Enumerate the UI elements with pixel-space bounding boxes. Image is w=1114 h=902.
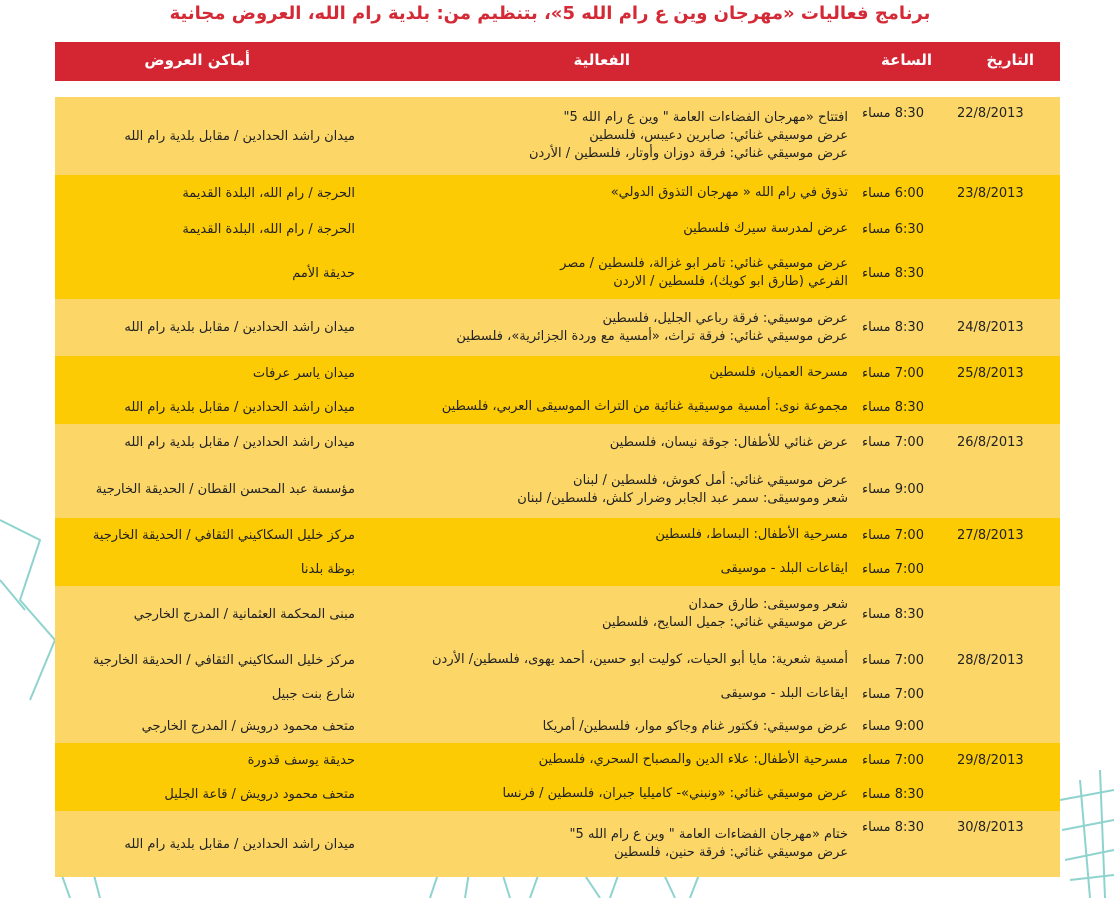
event-venue: ميدان ياسر عرفات xyxy=(252,365,355,381)
table-body xyxy=(55,97,1060,877)
event-description xyxy=(418,461,848,518)
event-venue: ميدان راشد الحدادين / مقابل بلدية رام الله xyxy=(124,128,355,144)
date-group xyxy=(55,299,1060,356)
table-row xyxy=(55,743,1060,777)
event-venue: ميدان راشد الحدادين / مقابل بلدية رام الله xyxy=(124,836,355,852)
event-venue: ميدان راشد الحدادين / مقابل بلدية رام الله xyxy=(124,320,355,335)
event-description xyxy=(418,552,848,586)
event-time: 7:00 مساء xyxy=(862,435,924,450)
event-date: 23/8/2013 xyxy=(957,185,1024,201)
table-row xyxy=(55,299,1060,356)
table-row xyxy=(55,247,1060,299)
table-row xyxy=(55,552,1060,586)
event-line: مجموعة نوى: أمسية موسيقية غنائية من التراث الموسيقى العربي، فلسطين xyxy=(441,399,848,414)
event-date: 25/8/2013 xyxy=(957,365,1024,381)
event-line: مسرحية الأطفال: علاء الدين والمصباح السحري، فلسطين xyxy=(538,752,848,767)
event-venue: مؤسسة عبد المحسن القطان / الحديقة الخارجية xyxy=(95,482,355,497)
table-row xyxy=(55,811,1060,877)
event-line: عرض موسيقي غنائي: جميل السايح، فلسطين xyxy=(602,615,848,630)
date-group xyxy=(55,175,1060,299)
table-row xyxy=(55,518,1060,552)
event-date xyxy=(957,390,1047,424)
event-description xyxy=(418,743,848,777)
date-group xyxy=(55,518,1060,586)
event-date: 22/8/2013 xyxy=(957,106,1024,121)
header-venue: أماكن العروض xyxy=(144,51,250,69)
event-line: تذوق في رام الله « مهرجان التذوق الدولي» xyxy=(610,185,848,200)
table-row xyxy=(55,211,1060,247)
event-venue: متحف محمود درويش / المدرج الخارجي xyxy=(141,719,355,734)
event-line: ايقاعات البلد - موسيقى xyxy=(720,686,848,701)
event-date: 30/8/2013 xyxy=(957,820,1024,835)
event-line: افتتاح «مهرجان الفضاءات العامة " وين ع رام الله 5" xyxy=(563,110,848,125)
event-line: عرض موسيقي غنائي: صابرين دعيبس، فلسطين xyxy=(589,128,848,143)
event-date xyxy=(957,777,1047,811)
event-line: أمسية شعرية: مايا أبو الحيات، كوليت ابو حسين، أحمد يهوى، فلسطين/ الأردن xyxy=(431,652,848,667)
table-row xyxy=(55,710,1060,743)
page-title: برنامج فعاليات «مهرجان وين ع رام الله 5»، بتنظيم من: بلدية رام الله، العروض مجانية xyxy=(169,3,931,24)
event-time: 8:30 مساء xyxy=(862,786,924,802)
event-venue: الحرجة / رام الله، البلدة القديمة xyxy=(182,185,355,201)
event-description xyxy=(418,424,848,461)
event-venue: مبنى المحكمة العثمانية / المدرج الخارجي xyxy=(133,606,355,622)
table-row xyxy=(55,777,1060,811)
table-row xyxy=(55,461,1060,518)
date-group xyxy=(55,586,1060,743)
date-group xyxy=(55,424,1060,518)
event-line: عرض موسيقي غنائي: فرقة حنين، فلسطين xyxy=(614,845,848,860)
event-date: 24/8/2013 xyxy=(957,320,1024,335)
event-time: 8:30 مساء xyxy=(862,399,924,415)
event-time: 8:30 مساء xyxy=(862,106,924,121)
event-date xyxy=(957,678,1047,710)
event-time: 9:00 مساء xyxy=(862,482,924,497)
event-date: 29/8/2013 xyxy=(957,752,1024,768)
event-line: ختام «مهرجان الفضاءات العامة " وين ع رام الله 5" xyxy=(569,827,848,842)
event-venue: ميدان راشد الحدادين / مقابل بلدية رام الله xyxy=(124,399,355,415)
event-description xyxy=(418,710,848,743)
event-description xyxy=(418,390,848,424)
table-row xyxy=(55,356,1060,390)
table-row xyxy=(55,586,1060,642)
event-description xyxy=(418,356,848,390)
event-description xyxy=(418,299,848,356)
event-venue: حديقة يوسف قدورة xyxy=(247,752,355,768)
event-description xyxy=(418,211,848,247)
event-date: 28/8/2013 xyxy=(957,652,1024,668)
event-time: 7:00 مساء xyxy=(862,561,924,577)
event-description xyxy=(418,811,848,877)
date-group xyxy=(55,356,1060,424)
event-description xyxy=(418,518,848,552)
event-line: عرض موسيقي غنائي: تامر ابو غزالة، فلسطين / مصر xyxy=(560,256,848,271)
event-date xyxy=(957,586,1047,642)
event-venue: الحرجة / رام الله، البلدة القديمة xyxy=(182,221,355,237)
event-description xyxy=(418,175,848,211)
event-line: عرض موسيقي: فرقة رباعي الجليل، فلسطين xyxy=(602,310,848,326)
event-time: 8:30 مساء xyxy=(862,606,924,622)
event-time: 8:30 مساء xyxy=(862,265,924,281)
table-row xyxy=(55,678,1060,710)
event-date xyxy=(957,247,1047,299)
table-header xyxy=(55,42,1060,81)
table-row xyxy=(55,175,1060,211)
event-description xyxy=(418,642,848,678)
event-venue: شارع بنت جبيل xyxy=(271,686,355,702)
event-description xyxy=(418,586,848,642)
header-time: الساعة xyxy=(880,51,932,69)
event-line: شعر وموسيقى: طارق حمدان xyxy=(688,597,848,612)
table-row xyxy=(55,642,1060,678)
event-venue: مركز خليل السكاكيني الثقافي / الحديقة الخارجية xyxy=(92,652,355,668)
event-date: 27/8/2013 xyxy=(957,527,1024,543)
event-line: ايقاعات البلد - موسيقى xyxy=(720,561,848,576)
event-venue: حديقة الأمم xyxy=(292,265,355,281)
event-description xyxy=(418,247,848,299)
event-date xyxy=(957,552,1047,586)
table-row xyxy=(55,390,1060,424)
event-date xyxy=(957,211,1047,247)
event-time: 6:00 مساء xyxy=(862,185,924,201)
event-line: مسرحية الأطفال: البساط، فلسطين xyxy=(655,527,848,542)
event-time: 7:00 مساء xyxy=(862,652,924,668)
header-date: التاريخ xyxy=(986,51,1034,69)
event-line: عرض موسيقي: فكتور غنام وجاكو موار، فلسطين/ أمريكا xyxy=(542,718,848,734)
event-time: 8:30 مساء xyxy=(862,820,924,835)
table-row xyxy=(55,97,1060,175)
event-description xyxy=(418,678,848,710)
event-description xyxy=(418,97,848,175)
event-time: 7:00 مساء xyxy=(862,527,924,543)
event-line: مسرحة العميان، فلسطين xyxy=(709,365,848,380)
event-time: 8:30 مساء xyxy=(862,320,924,335)
event-date xyxy=(957,461,1047,518)
event-line: عرض موسيقي غنائي: «ونبني»- كاميليا جبران، فلسطين / فرنسا xyxy=(502,786,848,801)
event-time: 7:00 مساء xyxy=(862,686,924,702)
event-line: الفرعي (طارق ابو كويك)، فلسطين / الاردن xyxy=(613,274,848,289)
date-group xyxy=(55,743,1060,811)
event-time: 6:30 مساء xyxy=(862,221,924,237)
event-time: 9:00 مساء xyxy=(862,719,924,734)
event-date xyxy=(957,710,1047,743)
event-date: 26/8/2013 xyxy=(957,435,1024,450)
event-time: 7:00 مساء xyxy=(862,365,924,381)
event-venue: مركز خليل السكاكيني الثقافي / الحديقة الخارجية xyxy=(92,527,355,543)
event-venue: متحف محمود درويش / قاعة الجليل xyxy=(164,786,355,802)
date-group xyxy=(55,811,1060,877)
event-line: شعر وموسيقى: سمر عبد الجابر وضرار كلش، فلسطين/ لبنان xyxy=(517,490,848,506)
events-table xyxy=(55,42,1060,860)
event-venue: ميدان راشد الحدادين / مقابل بلدية رام الله xyxy=(124,435,355,450)
event-line: عرض موسيقي غنائي: أمل كعوش، فلسطين / لبنان xyxy=(573,472,848,488)
event-description xyxy=(418,777,848,811)
event-time: 7:00 مساء xyxy=(862,752,924,768)
event-line: عرض غنائي للأطفال: جوقة نيسان، فلسطين xyxy=(609,434,848,450)
event-line: عرض موسيقي غنائي: فرقة تراث، «أمسية مع وردة الجزائرية»، فلسطين xyxy=(456,328,848,344)
event-venue: بوظة بلدنا xyxy=(300,561,355,577)
table-row xyxy=(55,424,1060,461)
header-event: الفعالية xyxy=(573,51,630,69)
event-line: عرض لمدرسة سيرك فلسطين xyxy=(683,221,848,236)
event-line: عرض موسيقي غنائي: فرقة دوزان وأوتار، فلسطين / الأردن xyxy=(528,146,848,161)
date-group xyxy=(55,97,1060,175)
